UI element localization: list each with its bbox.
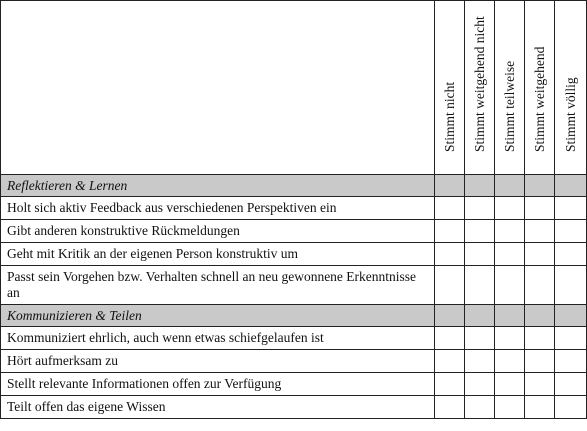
rating-cell-stimmt-weitgehend[interactable]: [525, 396, 555, 419]
table-row: [1, 220, 587, 243]
section-title: Reflektieren & Lernen: [1, 175, 435, 197]
item-label: Kommuniziert ehrlich, auch wenn etwas schiefgelaufen ist: [1, 327, 435, 350]
rating-cell-stimmt-teilweise[interactable]: [495, 220, 525, 243]
rating-cell-stimmt-weitgehend[interactable]: [525, 373, 555, 396]
rating-cell-stimmt-weitgehend-nicht[interactable]: [465, 220, 495, 243]
rating-cell-stimmt-voellig[interactable]: [555, 327, 587, 350]
rating-cell-stimmt-voellig[interactable]: [555, 197, 587, 220]
rating-cell-stimmt-weitgehend[interactable]: [525, 266, 555, 305]
rating-cell-stimmt-weitgehend-nicht[interactable]: [465, 327, 495, 350]
section-cell: [435, 175, 465, 197]
section-cell: [525, 305, 555, 327]
rating-cell-stimmt-teilweise[interactable]: [495, 243, 525, 266]
table-row: [1, 396, 587, 419]
rating-cell-stimmt-weitgehend-nicht[interactable]: [465, 243, 495, 266]
section-cell: [465, 175, 495, 197]
rating-cell-stimmt-teilweise[interactable]: [495, 197, 525, 220]
rating-cell-stimmt-teilweise[interactable]: [495, 350, 525, 373]
table-row: [1, 266, 587, 305]
section-cell: [525, 175, 555, 197]
column-header-stimmt-teilweise: Stimmt teilweise: [495, 1, 525, 175]
item-label: Geht mit Kritik an der eigenen Person konstruktiv um: [1, 243, 435, 266]
rating-cell-stimmt-weitgehend[interactable]: [525, 350, 555, 373]
rating-cell-stimmt-weitgehend[interactable]: [525, 197, 555, 220]
rating-cell-stimmt-teilweise[interactable]: [495, 327, 525, 350]
section-row-kommunizieren-teilen: [1, 305, 587, 327]
table-row: [1, 197, 587, 220]
rating-cell-stimmt-voellig[interactable]: [555, 266, 587, 305]
rating-cell-stimmt-weitgehend[interactable]: [525, 220, 555, 243]
section-title: Kommunizieren & Teilen: [1, 305, 435, 327]
rating-cell-stimmt-weitgehend-nicht[interactable]: [465, 373, 495, 396]
rating-cell-stimmt-teilweise[interactable]: [495, 373, 525, 396]
item-label: Holt sich aktiv Feedback aus verschiedenen Perspektiven ein: [1, 197, 435, 220]
item-label: Hört aufmerksam zu: [1, 350, 435, 373]
rating-cell-stimmt-weitgehend-nicht[interactable]: [465, 197, 495, 220]
section-cell: [435, 305, 465, 327]
rating-cell-stimmt-nicht[interactable]: [435, 350, 465, 373]
table-row: [1, 243, 587, 266]
section-cell: [495, 175, 525, 197]
rating-cell-stimmt-voellig[interactable]: [555, 220, 587, 243]
section-cell: [495, 305, 525, 327]
section-cell: [465, 305, 495, 327]
rating-cell-stimmt-nicht[interactable]: [435, 373, 465, 396]
item-label: Gibt anderen konstruktive Rückmeldungen: [1, 220, 435, 243]
column-header-stimmt-weitgehend-nicht: Stimmt weitgehend nicht: [465, 1, 495, 175]
rating-cell-stimmt-weitgehend-nicht[interactable]: [465, 266, 495, 305]
table-row: [1, 350, 587, 373]
column-header-stimmt-weitgehend: Stimmt weitgehend: [525, 1, 555, 175]
rating-cell-stimmt-teilweise[interactable]: [495, 396, 525, 419]
rating-cell-stimmt-voellig[interactable]: [555, 243, 587, 266]
rating-cell-stimmt-weitgehend[interactable]: [525, 243, 555, 266]
item-label: Teilt offen das eigene Wissen: [1, 396, 435, 419]
rating-cell-stimmt-voellig[interactable]: [555, 373, 587, 396]
rating-cell-stimmt-voellig[interactable]: [555, 396, 587, 419]
rating-cell-stimmt-nicht[interactable]: [435, 327, 465, 350]
item-label: Passt sein Vorgehen bzw. Verhalten schnell an neu gewonnene Erkenntnisse an: [1, 266, 435, 305]
rating-cell-stimmt-nicht[interactable]: [435, 243, 465, 266]
table-row: [1, 327, 587, 350]
section-row-reflektieren-lernen: [1, 175, 587, 197]
column-header-stimmt-nicht: Stimmt nicht: [435, 1, 465, 175]
header-corner-cell: [1, 1, 435, 175]
item-label: Stellt relevante Informationen offen zur Verfügung: [1, 373, 435, 396]
section-cell: [555, 305, 587, 327]
rating-cell-stimmt-nicht[interactable]: [435, 266, 465, 305]
rating-cell-stimmt-nicht[interactable]: [435, 220, 465, 243]
column-header-stimmt-voellig: Stimmt völlig: [555, 1, 587, 175]
header-row: [1, 1, 587, 175]
rating-cell-stimmt-nicht[interactable]: [435, 197, 465, 220]
rating-cell-stimmt-teilweise[interactable]: [495, 266, 525, 305]
rating-cell-stimmt-voellig[interactable]: [555, 350, 587, 373]
rating-cell-stimmt-weitgehend[interactable]: [525, 327, 555, 350]
section-cell: [555, 175, 587, 197]
rating-cell-stimmt-weitgehend-nicht[interactable]: [465, 350, 495, 373]
rating-cell-stimmt-nicht[interactable]: [435, 396, 465, 419]
rating-cell-stimmt-weitgehend-nicht[interactable]: [465, 396, 495, 419]
table-row: [1, 373, 587, 396]
